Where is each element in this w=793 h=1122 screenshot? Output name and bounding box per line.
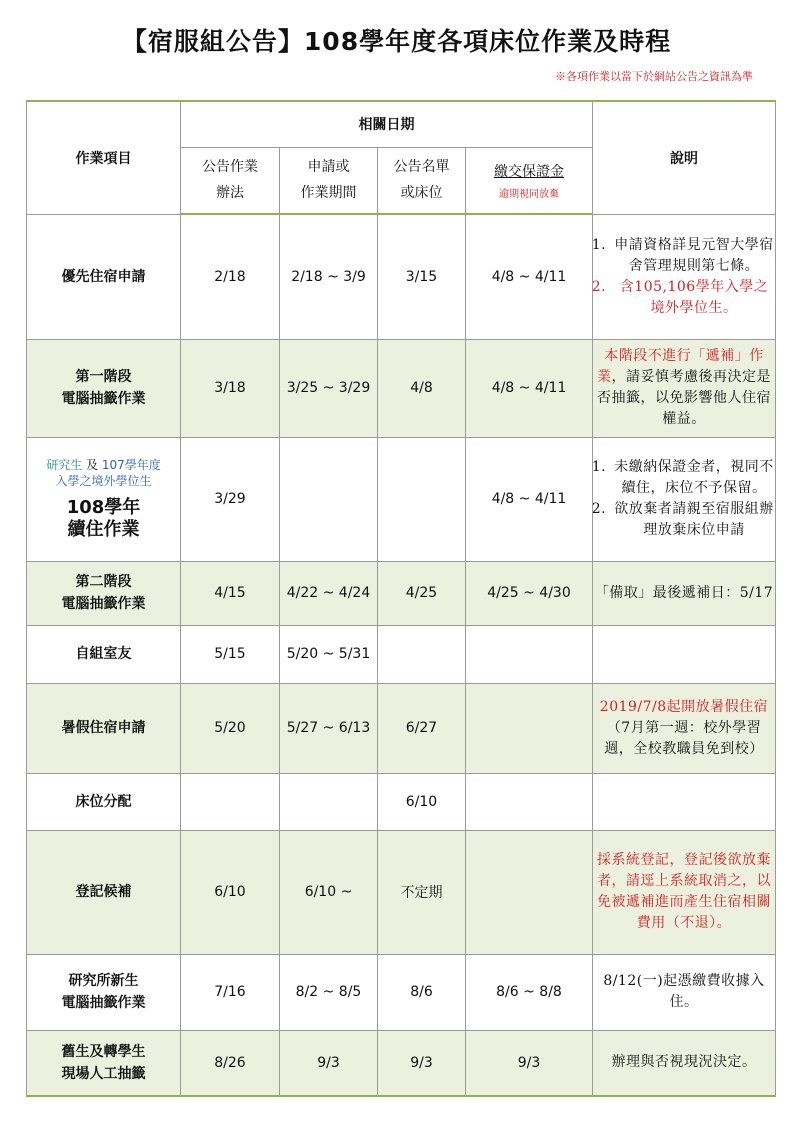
row-deposit: 8/6 ~ 8/8 xyxy=(466,954,593,1030)
row-result: 不定期 xyxy=(378,830,466,954)
row-apply: 8/2 ~ 8/5 xyxy=(280,954,378,1030)
row-desc: 本階段不進行「遞補」作業，請妥慎考慮後再決定是否抽籤，以免影響他人住宿權益。 xyxy=(593,339,776,437)
table-row xyxy=(27,683,776,773)
table-row xyxy=(27,561,776,625)
row-result xyxy=(378,625,466,683)
row-result: 9/3 xyxy=(378,1030,466,1096)
disclaimer-note: ※各項作業以當下於網站公告之資訊為準 xyxy=(555,70,753,83)
row-apply: 6/10 ~ xyxy=(280,830,378,954)
row-apply: 3/25 ~ 3/29 xyxy=(280,339,378,437)
table-row xyxy=(27,1030,776,1096)
row-item: 床位分配 xyxy=(27,773,181,830)
row-desc: 辦理與否視現況決定。 xyxy=(593,1030,776,1096)
row-apply: 5/20 ~ 5/31 xyxy=(280,625,378,683)
row-result xyxy=(378,437,466,561)
row-deposit xyxy=(466,625,593,683)
row-result: 6/27 xyxy=(378,683,466,773)
row-apply: 4/22 ~ 4/24 xyxy=(280,561,378,625)
row-announce: 4/15 xyxy=(181,561,280,625)
row-announce: 3/29 xyxy=(181,437,280,561)
row-result: 4/25 xyxy=(378,561,466,625)
table-row xyxy=(27,773,776,830)
row-result: 6/10 xyxy=(378,773,466,830)
row-announce: 6/10 xyxy=(181,830,280,954)
row-desc: 8/12(一)起憑繳費收據入住。 xyxy=(593,954,776,1030)
row-announce: 3/18 xyxy=(181,339,280,437)
table-row xyxy=(27,954,776,1030)
row-deposit: 4/8 ~ 4/11 xyxy=(466,339,593,437)
row-item: 暑假住宿申請 xyxy=(27,683,181,773)
table-row xyxy=(27,437,776,561)
row-item: 登記候補 xyxy=(27,830,181,954)
row-item: 研究所新生 電腦抽籤作業 xyxy=(27,954,181,1030)
row-announce: 2/18 xyxy=(181,214,280,339)
row-desc xyxy=(593,773,776,830)
table-row xyxy=(27,214,776,339)
row-deposit: 4/8 ~ 4/11 xyxy=(466,437,593,561)
row-announce: 5/20 xyxy=(181,683,280,773)
row-item: 研究生 及 107學年度 入學之境外學位生 108學年 續住作業 xyxy=(27,437,181,561)
row-item-eligibility: 研究生 及 107學年度 入學之境外學位生 xyxy=(46,458,161,488)
row-desc: 1. 未繳納保證金者，視同不續住，床位不予保留。 2. 欲放棄者請親至宿服組辦理放棄床位申請 xyxy=(593,437,776,561)
row-desc: 2019/7/8起開放暑假住宿（7月第一週：校外學習週，全校教職員免到校） xyxy=(593,683,776,773)
row-deposit: 9/3 xyxy=(466,1030,593,1096)
col-header-deposit: 繳交保證金 逾期視同放棄 xyxy=(466,147,593,214)
row-deposit xyxy=(466,830,593,954)
row-deposit xyxy=(466,773,593,830)
row-item: 舊生及轉學生 現場人工抽籤 xyxy=(27,1030,181,1096)
row-item: 自組室友 xyxy=(27,625,181,683)
col-header-item: 作業項目 xyxy=(27,101,181,214)
row-apply xyxy=(280,773,378,830)
row-apply xyxy=(280,437,378,561)
row-announce: 8/26 xyxy=(181,1030,280,1096)
row-desc xyxy=(593,625,776,683)
page-title: 【宿服組公告】108學年度各項床位作業及時程 xyxy=(121,27,672,56)
table-row xyxy=(27,339,776,437)
row-item: 第二階段 電腦抽籤作業 xyxy=(27,561,181,625)
schedule-table xyxy=(26,100,776,1097)
row-item: 優先住宿申請 xyxy=(27,214,181,339)
row-apply: 2/18 ~ 3/9 xyxy=(280,214,378,339)
row-desc: 1. 申請資格詳見元智大學宿舍管理規則第七條。 2. 含105,106學年入學之境外學位生。 xyxy=(593,214,776,339)
col-header-announce: 公告作業 辦法 xyxy=(181,147,280,214)
row-announce: 5/15 xyxy=(181,625,280,683)
table-row xyxy=(27,830,776,954)
row-announce: 7/16 xyxy=(181,954,280,1030)
row-deposit: 4/25 ~ 4/30 xyxy=(466,561,593,625)
row-deposit: 4/8 ~ 4/11 xyxy=(466,214,593,339)
table-row xyxy=(27,625,776,683)
col-header-apply: 申請或 作業期間 xyxy=(280,147,378,214)
col-header-desc: 說明 xyxy=(593,101,776,214)
col-header-result: 公告名單 或床位 xyxy=(378,147,466,214)
row-apply: 9/3 xyxy=(280,1030,378,1096)
row-item: 第一階段 電腦抽籤作業 xyxy=(27,339,181,437)
row-announce xyxy=(181,773,280,830)
row-deposit xyxy=(466,683,593,773)
col-header-dates: 相關日期 xyxy=(181,101,593,147)
row-desc: 「備取」最後遞補日：5/17 xyxy=(593,561,776,625)
row-result: 8/6 xyxy=(378,954,466,1030)
row-result: 4/8 xyxy=(378,339,466,437)
row-result: 3/15 xyxy=(378,214,466,339)
row-desc: 採系統登記，登記後欲放棄者，請逕上系統取消之，以免被遞補進而產生住宿相關費用（不退）。 xyxy=(593,830,776,954)
row-apply: 5/27 ~ 6/13 xyxy=(280,683,378,773)
